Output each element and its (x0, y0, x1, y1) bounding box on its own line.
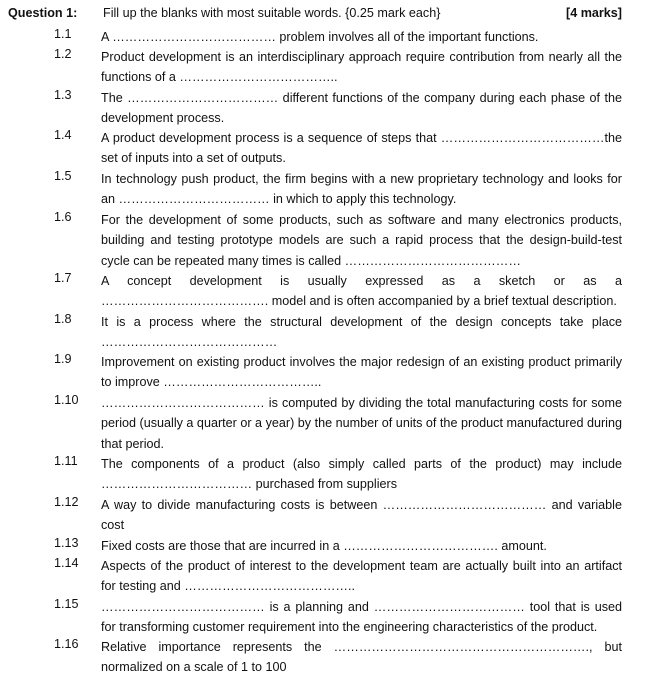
item-number: 1.16 (54, 637, 79, 651)
item-text: The ……………………………… different functions of the company during each phase of the development process. (101, 91, 622, 126)
item-number: 1.1 (54, 27, 72, 41)
question-header (0, 6, 663, 26)
item-text: A concept development is usually expressed as a sketch or as a …………………………………. model and is often accompanied by a brief textual description. (101, 274, 622, 309)
item-text: Product development is an interdisciplinary approach require contribution from nearly all the functions of a ……………………………….. (101, 50, 622, 85)
item-text: ………………………………… is a planning and ……………………………… tool that is used for transforming customer requirement into the engineering characteristics of the product. (101, 600, 622, 635)
item-text: A way to divide manufacturing costs is between ………………………………… and variable cost (101, 498, 622, 533)
item-number: 1.5 (54, 169, 72, 183)
item-number: 1.13 (54, 536, 79, 550)
item-text: A ………………………………… problem involves all of the important functions. (101, 30, 539, 44)
question-instruction: Fill up the blanks with most suitable words. {0.25 mark each} (103, 6, 441, 20)
item-number: 1.4 (54, 128, 72, 142)
item-number: 1.2 (54, 47, 72, 61)
item-number: 1.10 (54, 393, 79, 407)
item-number: 1.8 (54, 312, 72, 326)
item-number: 1.15 (54, 597, 79, 611)
question-marks: [4 marks] (566, 6, 623, 20)
item-text: Relative importance represents the ……………………………………………………., but normalized on a scale of 1 to 100 (101, 640, 622, 675)
item-text: It is a process where the structural development of the design concepts take place …………………………………… (101, 315, 622, 350)
item-number: 1.14 (54, 556, 79, 570)
item-text: Fixed costs are those that are incurred in a ………………………………. amount. (101, 539, 547, 553)
item-number: 1.6 (54, 210, 72, 224)
item-text: For the development of some products, such as software and many electronics products, building and testing prototype models are such a rapid process that the design-build-test cycle can be repeated many times is called …………………………………… (101, 213, 622, 268)
question-label: Question 1: (8, 6, 78, 20)
item-text: Improvement on existing product involves the major redesign of an existing product primarily to improve ……………………………….. (101, 355, 622, 390)
item-text: The components of a product (also simply called parts of the product) may include ……………………………… purchased from suppliers (101, 457, 622, 492)
item-text: Aspects of the product of interest to the development team are actually built into an artifact for testing and ………………………………….. (101, 559, 622, 594)
item-number: 1.9 (54, 352, 72, 366)
item-text: A product development process is a sequence of steps that …………………………………the set of inputs into a set of outputs. (101, 131, 622, 166)
item-number: 1.12 (54, 495, 79, 509)
item-text: ………………………………… is computed by dividing the total manufacturing costs for some period (usually a quarter or a year) by the number of units of the product manufactured during that period. (101, 396, 622, 451)
item-number: 1.7 (54, 271, 72, 285)
item-number: 1.11 (54, 454, 78, 468)
item-number: 1.3 (54, 88, 72, 102)
item-text: In technology push product, the firm begins with a new proprietary technology and looks for an ……………………………… in which to apply this technology. (101, 172, 622, 207)
